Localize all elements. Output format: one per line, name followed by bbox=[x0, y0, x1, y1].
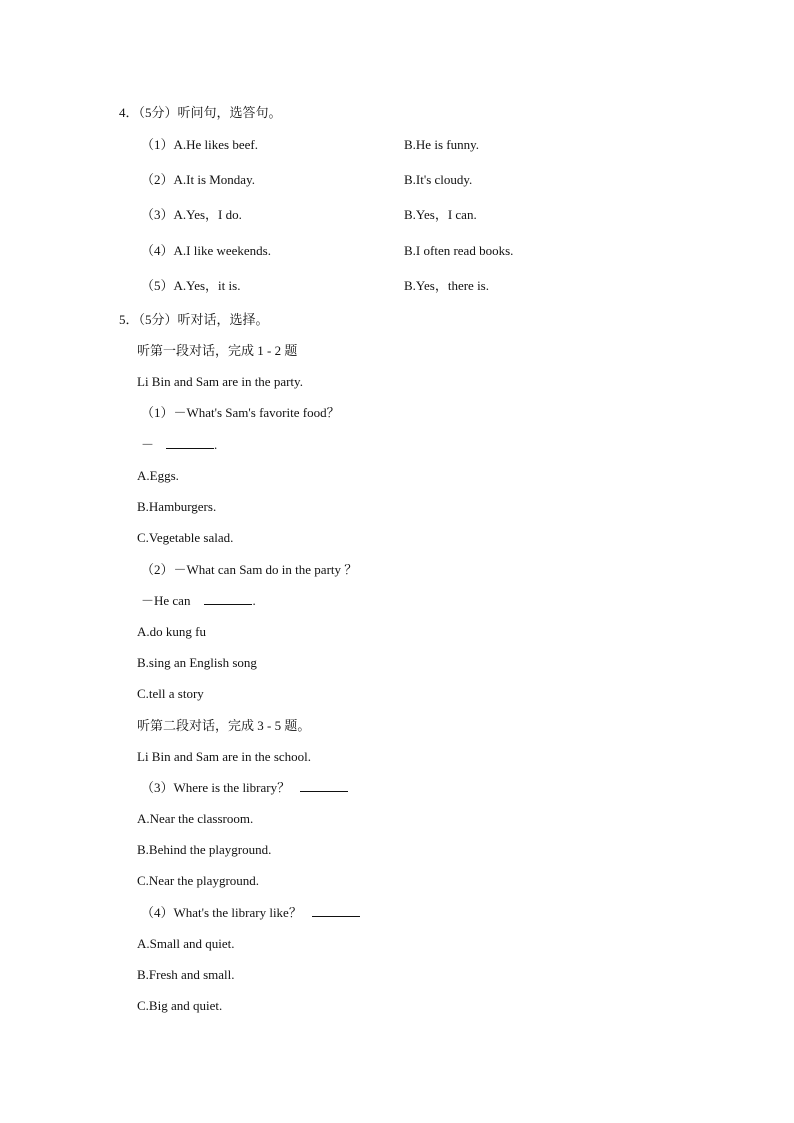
sub-question-4-option-a: A.Small and quiet. bbox=[137, 936, 235, 951]
sub-question-4-line bbox=[141, 905, 360, 921]
sub-question-1-option-c: C.Vegetable salad. bbox=[137, 530, 234, 545]
part-2-scene: Li Bin and Sam are in the school. bbox=[137, 749, 312, 764]
question-4-title: 4．（5分）听问句，选答句。 bbox=[119, 105, 282, 120]
answer-blank bbox=[300, 780, 348, 792]
part-1-instruction: 听第一段对话，完成 1 - 2 题 bbox=[137, 343, 298, 358]
q4-item-3-option-b: B.Yes，I can. bbox=[404, 207, 477, 222]
sub-question-3: （3）Where is the library？ bbox=[141, 780, 291, 795]
sub-question-2-answer-line: －He can . bbox=[141, 593, 256, 608]
q4-item-5-option-b: B.Yes，there is. bbox=[404, 278, 489, 293]
sub-question-4-option-c: C.Big and quiet. bbox=[137, 998, 223, 1013]
sub-question-1: （1）－What's Sam's favorite food？ bbox=[141, 405, 340, 420]
q4-item-2-option-a: （2）A.It is Monday. bbox=[141, 172, 255, 187]
sub-question-2-option-b: B.sing an English song bbox=[137, 655, 257, 670]
q4-item-4-option-a: （4）A.I like weekends. bbox=[141, 243, 271, 258]
sub-question-3-option-a: A.Near the classroom. bbox=[137, 811, 254, 826]
q4-item-3-option-a: （3）A.Yes，I do. bbox=[141, 207, 242, 222]
q4-item-4-option-b: B.I often read books. bbox=[404, 243, 514, 258]
sub-question-1-option-a: A.Eggs. bbox=[137, 468, 179, 483]
sub-question-2: （2）－What can Sam do in the party ？ bbox=[141, 562, 358, 577]
sub-question-3-option-c: C.Near the playground. bbox=[137, 873, 260, 888]
sub-question-4-option-b: B.Fresh and small. bbox=[137, 967, 235, 982]
answer-dash: － bbox=[141, 437, 155, 452]
q4-item-2-option-b: B.It's cloudy. bbox=[404, 172, 473, 187]
sub-question-1-answer-line: － . bbox=[141, 437, 218, 452]
q4-item-5-option-a: （5）A.Yes，it is. bbox=[141, 278, 241, 293]
answer-prefix: －He can bbox=[141, 593, 191, 608]
q4-item-1-option-a: （1）A.He likes beef. bbox=[141, 137, 258, 152]
sub-question-4: （4）What's the library like？ bbox=[141, 905, 302, 920]
sub-question-2-option-c: C.tell a story bbox=[137, 686, 204, 701]
question-5-title: 5．（5分）听对话，选择。 bbox=[119, 312, 269, 327]
answer-blank bbox=[204, 593, 252, 605]
part-2-instruction: 听第二段对话，完成 3 - 5 题。 bbox=[137, 718, 311, 733]
answer-blank bbox=[166, 437, 214, 449]
sub-question-2-option-a: A.do kung fu bbox=[137, 624, 206, 639]
sub-question-1-option-b: B.Hamburgers. bbox=[137, 499, 217, 514]
sub-question-3-line bbox=[141, 780, 348, 796]
q4-item-1-option-b: B.He is funny. bbox=[404, 137, 479, 152]
answer-blank bbox=[312, 905, 360, 917]
part-1-scene: Li Bin and Sam are in the party. bbox=[137, 374, 303, 389]
sub-question-3-option-b: B.Behind the playground. bbox=[137, 842, 272, 857]
